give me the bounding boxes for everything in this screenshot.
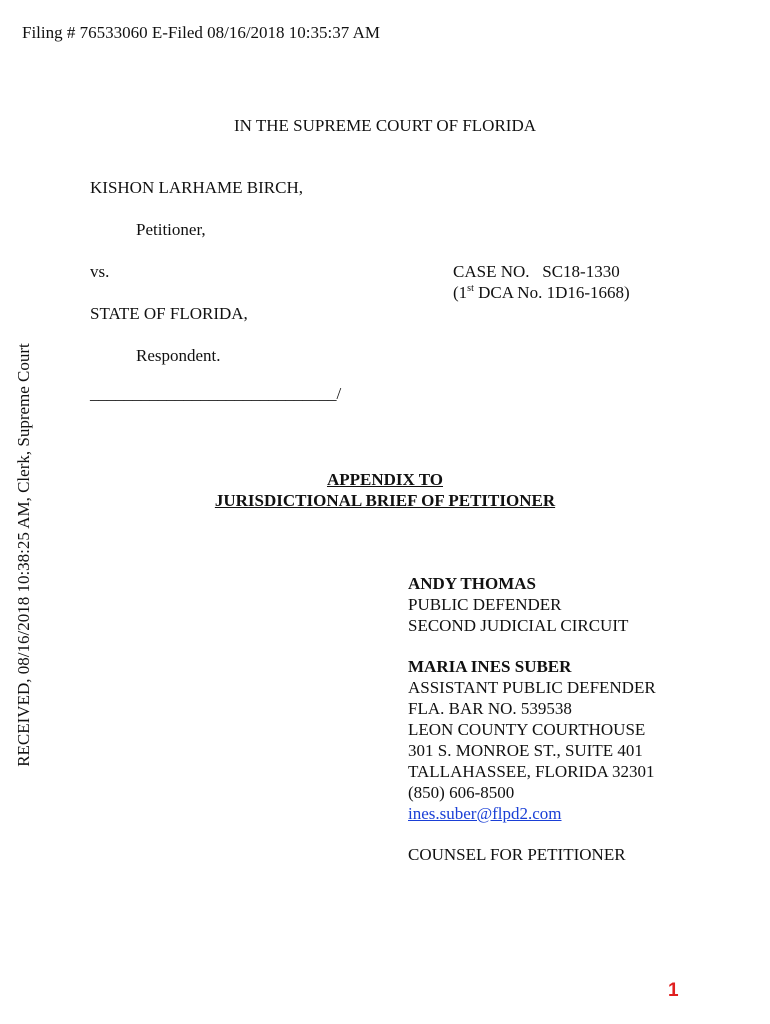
respondent-name: STATE OF FLORIDA,	[90, 304, 248, 323]
defender-circuit: SECOND JUDICIAL CIRCUIT	[408, 616, 629, 635]
attorney-title: ASSISTANT PUBLIC DEFENDER	[408, 678, 656, 697]
petitioner-role: Petitioner,	[136, 220, 206, 239]
city-address: TALLAHASSEE, FLORIDA 32301	[408, 762, 655, 781]
page-number: 1	[668, 980, 679, 1001]
versus: vs.	[90, 262, 110, 281]
email-link[interactable]: ines.suber@flpd2.com	[408, 804, 562, 823]
respondent-role: Respondent.	[136, 346, 221, 365]
attorney-name: MARIA INES SUBER	[408, 657, 572, 676]
case-number: CASE NO. SC18-1330	[453, 262, 620, 281]
phone-number: (850) 606-8500	[408, 783, 515, 802]
defender-name: ANDY THOMAS	[408, 574, 536, 593]
street-address: 301 S. MONROE ST., SUITE 401	[408, 741, 643, 760]
petitioner-name: KISHON LARHAME BIRCH,	[90, 178, 303, 197]
document-title-line2: JURISDICTIONAL BRIEF OF PETITIONER	[214, 491, 556, 510]
document-title-line1: APPENDIX TO	[326, 470, 444, 489]
counsel-for: COUNSEL FOR PETITIONER	[408, 845, 626, 864]
defender-title: PUBLIC DEFENDER	[408, 595, 562, 614]
courthouse: LEON COUNTY COURTHOUSE	[408, 720, 646, 739]
court-title: IN THE SUPREME COURT OF FLORIDA	[233, 116, 537, 135]
dca-number: (1st DCA No. 1D16-1668)	[453, 283, 630, 302]
filing-header: Filing # 76533060 E-Filed 08/16/2018 10:35:37 AM	[22, 23, 380, 42]
caption-signature-line: _____________________________/	[90, 384, 342, 403]
bar-number: FLA. BAR NO. 539538	[408, 699, 572, 718]
received-stamp: RECEIVED, 08/16/2018 10:38:25 AM, Clerk, Supreme Court	[14, 343, 33, 767]
